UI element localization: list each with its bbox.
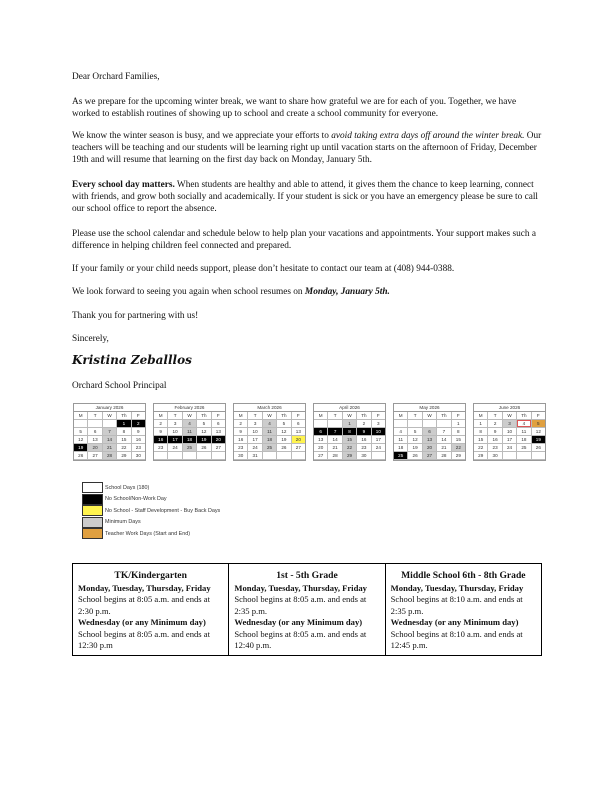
day-cell: 27 [88,452,102,460]
day-cell: 16 [488,436,502,444]
bold-text: Every school day matters. [72,180,175,190]
day-cell: 12 [74,436,88,444]
day-cell: 9 [488,428,502,436]
day-cell: 5 [74,428,88,436]
minimum-day-hours: School begins at 8:05 a.m. and ends at 12:40 p.m. [234,628,367,650]
day-cell: 14 [328,436,342,444]
day-cell: 26 [277,444,291,452]
day-cell: 21 [437,444,451,452]
legend-label: School Days (180) [105,484,150,491]
day-cell: 19 [277,436,291,444]
day-cell: 26 [408,452,422,460]
minimum-day-label: Wednesday (or any Minimum day) [390,617,519,627]
day-cell: 24 [168,444,182,452]
day-cell [88,420,102,428]
weekday-header: T [328,412,342,420]
day-cell: 19 [74,444,88,452]
day-cell [372,452,385,460]
day-cell: 9 [357,428,371,436]
day-cell: 26 [74,452,88,460]
day-cell: 20 [212,436,225,444]
day-cell: 13 [212,428,225,436]
day-cell: 28 [437,452,451,460]
day-cell: 8 [474,428,488,436]
minimum-day-label: Wednesday (or any Minimum day) [78,617,206,627]
day-cell: 27 [423,452,437,460]
day-cell: 29 [452,452,465,460]
day-cell: 12 [408,436,422,444]
weekday-header: M [474,412,488,420]
weekday-header: W [103,412,117,420]
legend-item [82,494,220,506]
day-cell: 10 [168,428,182,436]
day-cell [103,420,117,428]
day-cell: 23 [132,444,145,452]
weekday-header: W [343,412,357,420]
emphasis: Monday, January 5th. [304,287,390,297]
weekday-header: W [263,412,277,420]
weekday-header: W [183,412,197,420]
day-cell: 4 [183,420,197,428]
weekday-header: F [452,412,465,420]
month-calendar [73,403,146,461]
text: When students are healthy and able to attend, it gives them the chance to keep learning, connect with friends, and grow both socially and academically. If your student is sick or you have an emergency please be sure to call our school office to report the absence. [72,180,538,215]
regular-hours: School begins at 8:05 a.m. and ends at 2:35 p.m. [234,594,367,616]
day-cell: 13 [314,436,328,444]
month-title: March 2026 [234,404,305,412]
paragraph-resume [72,286,544,298]
day-cell [277,452,291,460]
grade-heading: Middle School 6th - 8th Grade [401,570,526,581]
thanks: Thank you for partnering with us! [72,311,199,321]
schedule-column [385,564,541,656]
weekday-header: M [394,412,408,420]
day-cell: 13 [292,428,305,436]
weekday-header: Th [517,412,531,420]
day-cell: 11 [183,428,197,436]
day-cell: 25 [517,444,531,452]
day-cell: 18 [183,436,197,444]
regular-hours: School begins at 8:10 a.m. and ends at 2:35 p.m. [390,594,523,616]
day-cell: 2 [357,420,371,428]
day-cell: 30 [132,452,145,460]
day-cell: 24 [503,444,517,452]
day-cell [154,452,168,460]
day-cell: 8 [452,428,465,436]
day-cell: 11 [517,428,531,436]
legend-swatch [82,517,103,528]
schedule-column [229,564,385,656]
day-cell: 11 [263,428,277,436]
day-cell: 2 [132,420,145,428]
day-cell: 3 [372,420,385,428]
day-cell: 5 [197,420,211,428]
regular-days: Monday, Tuesday, Thursday, Friday [78,582,211,593]
weekday-header: Th [277,412,291,420]
day-cell: 15 [474,436,488,444]
text: We look forward to seeing you again when school resumes on [72,287,305,297]
day-cell: 14 [437,436,451,444]
weekday-header: F [372,412,385,420]
day-cell: 2 [234,420,248,428]
day-cell: 1 [452,420,465,428]
regular-hours: School begins at 8:05 a.m. and ends at 2:30 p.m. [78,594,210,616]
day-cell: 10 [503,428,517,436]
day-cell: 4 [517,420,531,428]
regular-days: Monday, Tuesday, Thursday, Friday [390,582,524,593]
day-cell: 20 [423,444,437,452]
day-cell: 23 [154,444,168,452]
legend-label: No School - Staff Development - Buy Back Days [105,507,221,514]
weekday-header: F [212,412,225,420]
day-cell: 16 [154,436,168,444]
day-cell: 12 [532,428,545,436]
grade-heading: 1st - 5th Grade [276,570,338,581]
text: Our teachers will be teaching and our students will be learning right up until vacation starts on the afternoon of Friday, December 19th and will resume that learning on the first day back on Monday, January 5th. [72,131,542,166]
weekday-header: M [154,412,168,420]
paragraph-gratitude: As we prepare for the upcoming winter break, we want to share how grateful we are for each of you. Together, we have worked to establish routines of showing up to school and create a school community for everyone. [72,97,517,120]
day-cell: 20 [292,436,305,444]
legend-label: Minimum Days [105,519,141,526]
day-cell: 22 [343,444,357,452]
day-cell [517,452,531,460]
day-cell: 28 [103,452,117,460]
day-cell: 6 [212,420,225,428]
text: We know the winter season is busy, and we appreciate your efforts to [72,131,332,141]
day-cell: 5 [532,420,545,428]
day-cell: 18 [517,436,531,444]
day-cell: 28 [328,452,342,460]
day-cell [437,420,451,428]
day-cell: 17 [503,436,517,444]
day-cell: 3 [503,420,517,428]
weekday-header: Th [357,412,371,420]
day-cell: 9 [132,428,145,436]
paragraph-winter [72,130,544,167]
day-cell: 30 [357,452,371,460]
weekday-header: T [168,412,182,420]
weekday-header: M [234,412,248,420]
day-cell [74,420,88,428]
day-cell: 7 [437,428,451,436]
schedule-column [73,564,229,656]
day-cell [423,420,437,428]
weekday-header: T [88,412,102,420]
day-cell: 25 [183,444,197,452]
day-cell: 6 [314,428,328,436]
school-calendar [73,403,546,461]
day-cell: 12 [197,428,211,436]
day-cell: 1 [117,420,131,428]
month-calendar [393,403,466,461]
weekday-header: T [408,412,422,420]
day-cell [394,420,408,428]
day-cell: 4 [263,420,277,428]
paragraph-attendance [72,179,544,216]
day-cell: 25 [394,452,408,460]
month-title: January 2026 [74,404,145,412]
day-cell: 15 [452,436,465,444]
day-cell: 24 [248,444,262,452]
day-cell: 31 [248,452,262,460]
day-cell: 24 [372,444,385,452]
day-cell: 21 [328,444,342,452]
paragraph-contact: If your family or your child needs support, please don’t hesitate to contact our team at (408) 944-0388. [72,264,455,274]
day-cell: 22 [117,444,131,452]
day-cell: 26 [532,444,545,452]
day-cell: 11 [394,436,408,444]
month-title: June 2026 [474,404,545,412]
month-title: February 2026 [154,404,225,412]
day-cell: 4 [394,428,408,436]
day-cell [168,452,182,460]
day-cell: 17 [248,436,262,444]
day-cell: 6 [292,420,305,428]
month-title: April 2026 [314,404,385,412]
day-cell [328,420,342,428]
day-cell: 2 [488,420,502,428]
minimum-day-hours: School begins at 8:05 a.m. and ends at 12:30 p.m [78,628,210,650]
day-cell: 3 [168,420,182,428]
legend-label: Teacher Work Days (Start and End) [105,530,190,537]
weekday-header: Th [117,412,131,420]
day-cell: 16 [132,436,145,444]
weekday-header: M [74,412,88,420]
day-cell: 7 [103,428,117,436]
day-cell [532,452,545,460]
day-cell: 20 [314,444,328,452]
greeting: Dear Orchard Families, [72,72,160,82]
paragraph-calendar: Please use the school calendar and schedule below to help plan your vacations and appointments. Your support makes such a difference in helping children feel connected and prepared. [72,229,536,252]
day-cell: 22 [452,444,465,452]
schedule-table [72,563,542,656]
day-cell: 30 [488,452,502,460]
weekday-header: T [488,412,502,420]
day-cell: 29 [117,452,131,460]
day-cell: 14 [103,436,117,444]
legend-swatch [82,494,103,505]
legend-item [82,505,220,517]
day-cell: 23 [488,444,502,452]
day-cell: 27 [212,444,225,452]
day-cell: 3 [248,420,262,428]
regular-days: Monday, Tuesday, Thursday, Friday [234,582,367,593]
day-cell: 20 [88,444,102,452]
day-cell: 22 [474,444,488,452]
day-cell: 15 [117,436,131,444]
calendar-legend [82,482,220,540]
day-cell: 18 [394,444,408,452]
legend-item [82,517,220,529]
signer-title: Orchard School Principal [72,381,167,391]
legend-item [82,528,220,540]
closing: Sincerely, [72,334,109,344]
grade-heading: TK/Kindergarten [114,570,187,581]
weekday-header: M [314,412,328,420]
day-cell: 9 [154,428,168,436]
day-cell: 16 [234,436,248,444]
day-cell: 19 [532,436,545,444]
weekday-header: Th [437,412,451,420]
day-cell: 18 [263,436,277,444]
signature: Kristina Zeballlos [72,353,192,367]
day-cell: 6 [423,428,437,436]
day-cell [314,420,328,428]
legend-swatch [82,528,103,539]
day-cell: 10 [248,428,262,436]
emphasis: avoid taking extra days off around the winter break. [331,131,525,141]
day-cell: 13 [423,436,437,444]
day-cell [503,452,517,460]
day-cell: 29 [343,452,357,460]
day-cell: 7 [328,428,342,436]
day-cell [197,452,211,460]
month-calendar [153,403,226,461]
day-cell: 5 [277,420,291,428]
legend-swatch [82,482,103,493]
day-cell: 10 [372,428,385,436]
weekday-header: W [423,412,437,420]
day-cell: 26 [197,444,211,452]
day-cell: 13 [88,436,102,444]
day-cell: 15 [343,436,357,444]
day-cell: 25 [263,444,277,452]
legend-swatch [82,505,103,516]
day-cell: 29 [474,452,488,460]
day-cell: 27 [314,452,328,460]
day-cell: 23 [234,444,248,452]
day-cell [408,420,422,428]
day-cell: 1 [343,420,357,428]
day-cell: 16 [357,436,371,444]
day-cell: 6 [88,428,102,436]
day-cell: 17 [372,436,385,444]
day-cell: 30 [234,452,248,460]
day-cell [212,452,225,460]
weekday-header: W [503,412,517,420]
day-cell: 9 [234,428,248,436]
day-cell: 5 [408,428,422,436]
day-cell: 1 [474,420,488,428]
day-cell: 23 [357,444,371,452]
legend-item [82,482,220,494]
day-cell: 8 [343,428,357,436]
minimum-day-hours: School begins at 8:10 a.m. and ends at 12:45 p.m. [390,628,523,650]
day-cell [183,452,197,460]
month-calendar [313,403,386,461]
weekday-header: T [248,412,262,420]
month-calendar [233,403,306,461]
month-calendar [473,403,546,461]
month-title: May 2026 [394,404,465,412]
day-cell: 21 [103,444,117,452]
day-cell: 8 [117,428,131,436]
day-cell: 2 [154,420,168,428]
minimum-day-label: Wednesday (or any Minimum day) [234,617,363,627]
weekday-header: F [292,412,305,420]
day-cell: 27 [292,444,305,452]
day-cell [263,452,277,460]
weekday-header: Th [197,412,211,420]
day-cell: 12 [277,428,291,436]
day-cell: 19 [408,444,422,452]
day-cell: 19 [197,436,211,444]
day-cell: 17 [168,436,182,444]
legend-label: No School/Non-Work Day [105,496,167,503]
weekday-header: F [532,412,545,420]
day-cell [292,452,305,460]
weekday-header: F [132,412,145,420]
